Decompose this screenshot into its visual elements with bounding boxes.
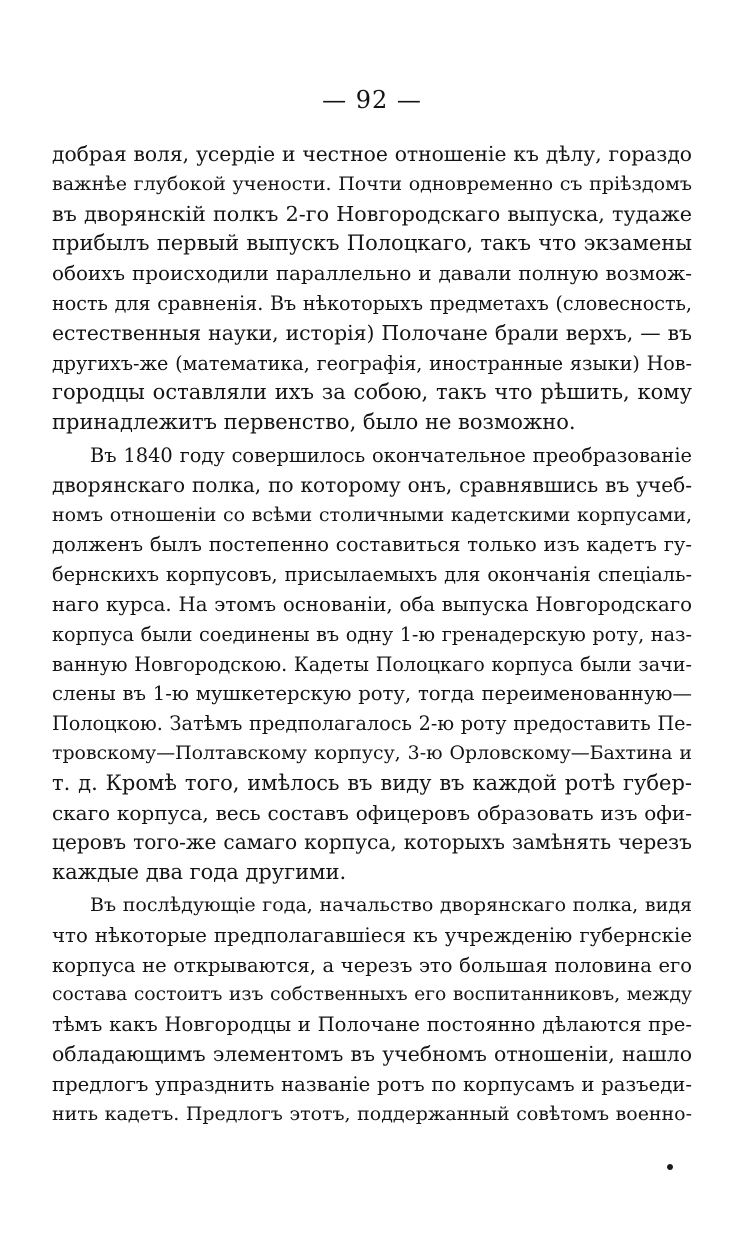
text-line: наго курса. На этомъ основаніи, оба выпуска Новгородскаго — [52, 592, 692, 616]
text-line: обладающимъ элементомъ въ учебномъ отношеніи, нашло — [52, 1041, 692, 1066]
text-line: бернскихъ корпусовъ, присылаемыхъ для окончанія спеціаль- — [52, 563, 692, 587]
text-line: т. д. Кромѣ того, имѣлось въ виду въ каждой ротѣ губер- — [52, 770, 692, 795]
page-number: — 92 — — [322, 86, 422, 114]
text-line: обоихъ происходили параллельно и давали полную возмож- — [52, 262, 692, 286]
text-line: корпуса были соединены въ одну 1-ю гренадерскую роту, наз- — [52, 622, 692, 646]
text-line: долженъ былъ постепенно составиться только изъ кадетъ гу- — [52, 533, 692, 557]
text-line: Въ 1840 году совершилось окончательное преобразованіе — [90, 443, 692, 467]
text-line: естественныя науки, исторія) Полочане брали верхъ, — въ — [52, 320, 692, 345]
text-line: церовъ того-же самаго корпуса, которыхъ замѣнять черезъ — [52, 830, 692, 855]
text-line: состава состоитъ изъ собственныхъ его воспитанниковъ, между — [52, 984, 692, 1006]
text-line: въ дворянскій полкъ 2-го Новгородскаго выпуска, тудаже — [52, 201, 692, 226]
print-speck — [667, 1164, 673, 1170]
text-line: нить кадетъ. Предлогъ этотъ, поддержанный совѣтомъ военно- — [52, 1102, 692, 1125]
paragraph-1 — [52, 140, 692, 438]
text-line: важнѣе глубокой учености. Почти одновременно съ пріѣздомъ — [52, 172, 692, 195]
text-line: прибылъ первый выпускъ Полоцкаго, такъ что экзамены — [52, 231, 692, 256]
text-line: каждые два года другими. — [52, 860, 347, 885]
text-line: тѣмъ какъ Новгородцы и Полочане постоянно дѣлаются пре- — [52, 1013, 692, 1037]
text-line: ванную Новгородскою. Кадеты Полоцкаго корпуса были зачи- — [52, 652, 692, 676]
text-line: слены въ 1-ю мушкетерскую роту, тогда переименованную— — [52, 682, 692, 706]
text-line: номъ отношеніи со всѣми столичными кадетскими корпусами, — [52, 503, 692, 526]
paragraph-2 — [52, 441, 692, 888]
text-line: Полоцкою. Затѣмъ предполагалось 2-ю роту предоставить Пе- — [52, 712, 692, 736]
text-line: предлогъ упразднить названіе ротъ по корпусамъ и разъеди- — [52, 1072, 692, 1096]
paragraph-3 — [52, 891, 692, 1129]
body-text — [52, 140, 692, 1129]
text-line: скаго корпуса, весь составъ офицеровъ образовать изъ офи- — [52, 800, 692, 825]
text-line: другихъ-же (математика, географія, иностранные языки) Нов- — [52, 351, 692, 375]
text-line: принадлежитъ первенство, было не возможно. — [52, 410, 576, 435]
text-line: корпуса не открываются, а черезъ это большая половина его — [52, 953, 692, 977]
text-line: тровскому—Полтавскому корпусу, 3-ю Орловскому—Бахтина и — [52, 741, 692, 764]
text-line: добрая воля, усердіе и честное отношеніе къ дѣлу, гораздо — [52, 142, 692, 166]
text-line: что нѣкоторые предполагавшіеся къ учрежденію губернскіе — [52, 923, 692, 947]
text-line: Въ послѣдующіе года, начальство дворянскаго полка, видя — [90, 893, 692, 916]
text-line: ность для сравненія. Въ нѣкоторыхъ предметахъ (словесность, — [52, 291, 692, 315]
text-line: дворянскаго полка, по которому онъ, сравнявшись въ учеб- — [52, 472, 692, 497]
text-line: городцы оставляли ихъ за собою, такъ что рѣшить, кому — [52, 380, 692, 405]
